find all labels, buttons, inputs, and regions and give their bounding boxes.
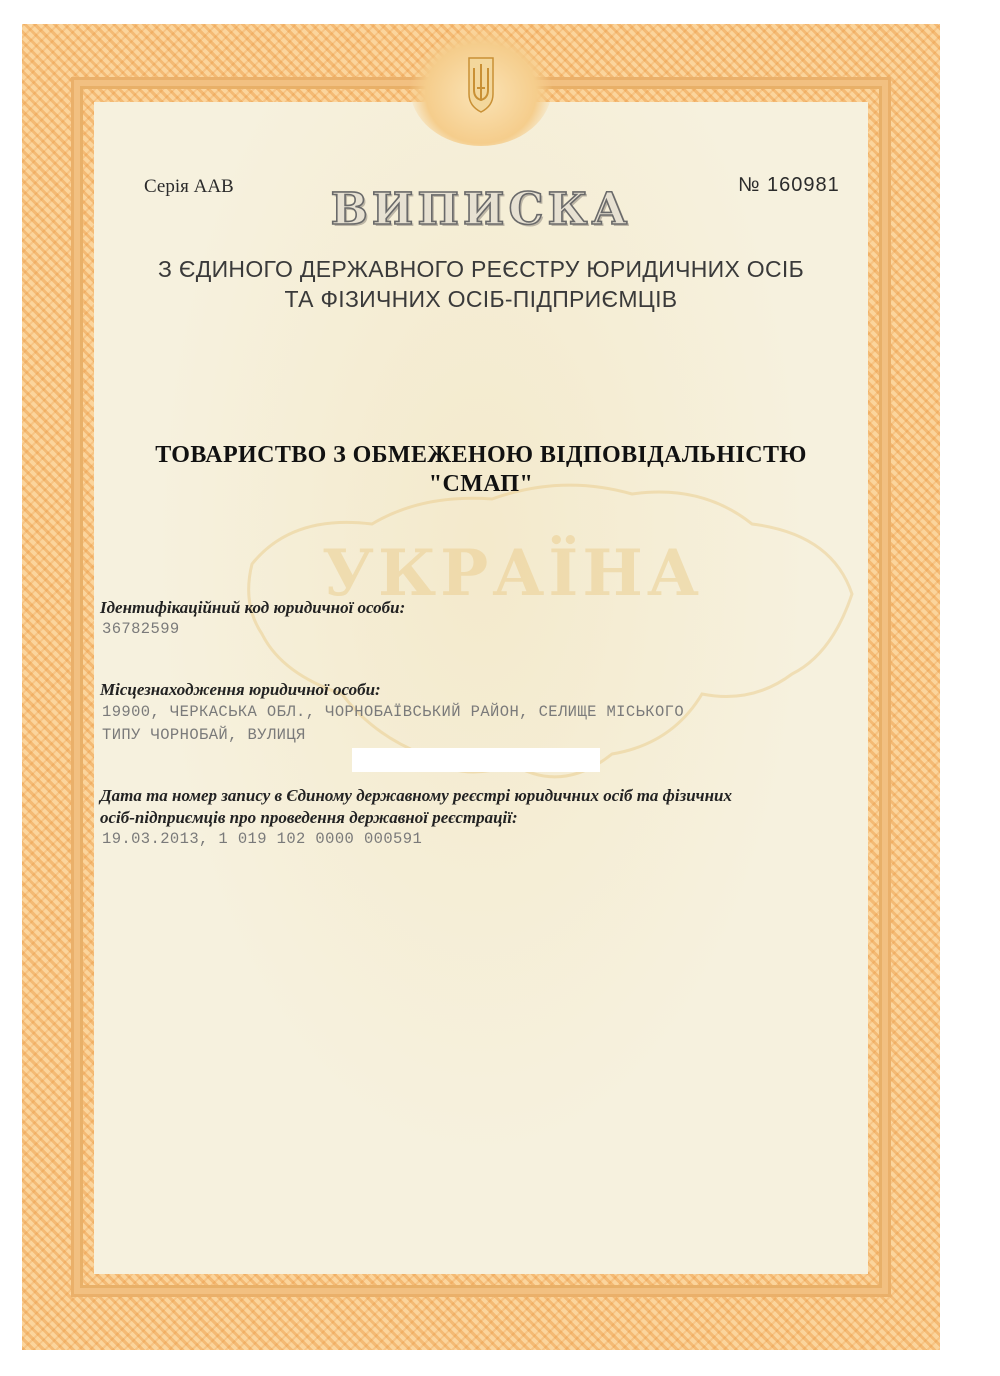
watermark-text: УКРАЇНА	[322, 536, 703, 611]
location-value-line2: ТИПУ ЧОРНОБАЙ, ВУЛИЦЯ	[102, 726, 306, 744]
location-label: Місцезнаходження юридичної особи:	[100, 680, 381, 699]
document-subtitle-line1: З ЄДИНОГО ДЕРЖАВНОГО РЕЄСТРУ ЮРИДИЧНИХ ОСІБ	[158, 256, 804, 282]
registration-value: 19.03.2013, 1 019 102 0000 000591	[102, 830, 423, 848]
trident-crest-icon	[466, 54, 496, 114]
location-value-line1: 19900, ЧЕРКАСЬКА ОБЛ., ЧОРНОБАЇВСЬКИЙ РАЙОН, СЕЛИЩЕ МІСЬКОГО	[102, 703, 685, 721]
id-code-label: Ідентифікаційний код юридичної особи:	[100, 598, 406, 617]
id-code-value: 36782599	[102, 620, 180, 638]
company-name-line1: ТОВАРИСТВО З ОБМЕЖЕНОЮ ВІДПОВІДАЛЬНІСТЮ	[155, 442, 807, 468]
registration-label-line1: Дата та номер запису в Єдиному державному реєстрі юридичних осіб та фізичних	[100, 786, 732, 805]
registration-label-line2: осіб-підприємців про проведення державної реєстрації:	[100, 808, 518, 827]
company-name-line2: "СМАП"	[428, 471, 534, 497]
series-label: Серія ААВ	[144, 176, 234, 197]
document-title: ВИПИСКА	[330, 184, 632, 235]
document-number: № 160981	[738, 174, 840, 196]
redaction-box	[352, 748, 600, 772]
ukraine-map-watermark	[232, 454, 872, 834]
certificate-sheet	[22, 24, 940, 1350]
document-subtitle-line2: ТА ФІЗИЧНИХ ОСІБ-ПІДПРИЄМЦІВ	[284, 286, 678, 312]
